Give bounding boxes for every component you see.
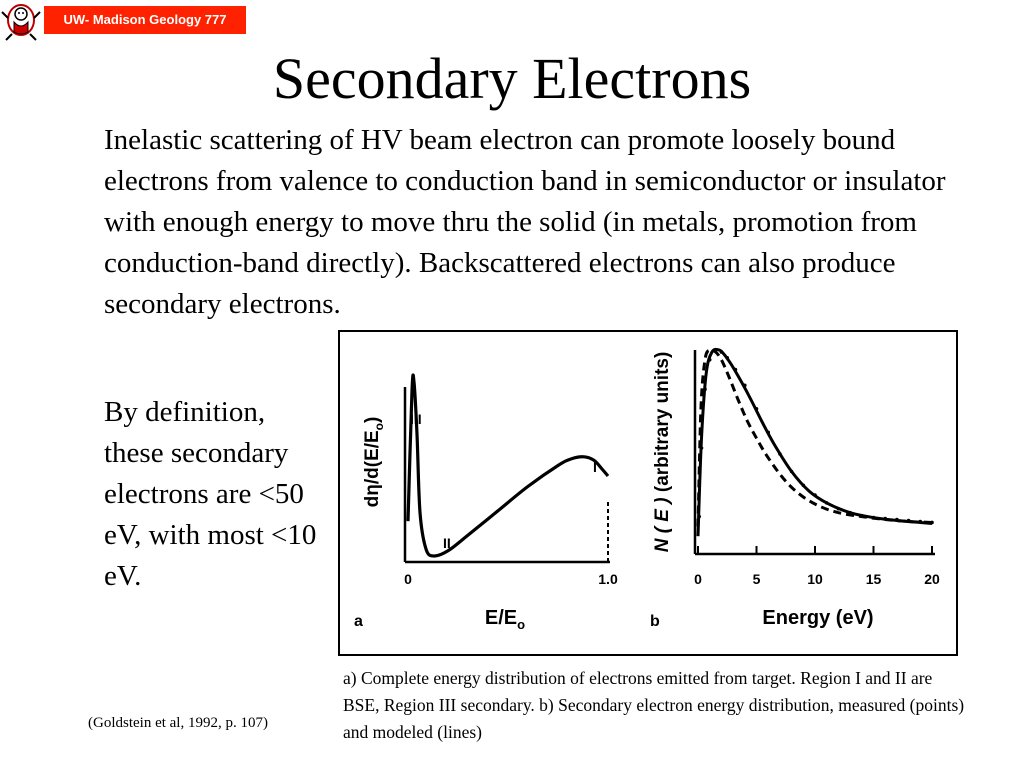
panel-b-measured-point	[743, 383, 747, 387]
panel-b-measured-point	[848, 511, 852, 515]
panel-b	[650, 348, 940, 630]
panel-b-measured-point	[883, 517, 887, 521]
panel-a-region-ii: II	[443, 535, 451, 551]
panel-b-measured-point	[720, 350, 724, 354]
panel-b-label: b	[650, 613, 660, 630]
panel-b-measured-point	[700, 446, 704, 450]
panel-a-label: a	[354, 613, 363, 630]
panel-b-measured-point	[825, 501, 829, 505]
panel-b-x-tick-label: 5	[752, 571, 761, 587]
panel-a-x-tick-label: 0	[404, 571, 412, 587]
panel-a	[354, 375, 618, 632]
course-badge: UW- Madison Geology 777	[44, 6, 246, 34]
panel-a-x-label-sub: o	[517, 617, 526, 632]
panel-b-y-label-n: N ( E )	[652, 497, 673, 553]
panel-a-x-tick-label: 1.0	[598, 571, 618, 587]
panel-b-x-tick-label: 0	[694, 571, 702, 587]
panel-b-x-tick-label: 10	[807, 571, 823, 587]
slide-title: Secondary Electrons	[272, 46, 752, 111]
panel-a-y-label-sub: o	[372, 422, 386, 431]
panel-b-x-tick-label: 20	[924, 571, 940, 587]
panel-b-modeled-solid	[698, 349, 932, 536]
panel-b-measured-point	[755, 407, 759, 411]
figure-panel	[338, 330, 958, 656]
panel-b-measured-point	[802, 483, 806, 487]
panel-b-measured-point	[708, 358, 712, 362]
panel-b-x-label: Energy (eV)	[762, 607, 874, 629]
badger-logo-icon	[0, 0, 42, 42]
panel-b-measured-point	[860, 514, 864, 518]
body-paragraph: Inelastic scattering of HV beam electron can promote loosely bound electrons from valence to conduction band in semiconductor or insulator with enough energy to move thru the solid (in metals, promotion from conduction-band directly). Backscattered electrons can also produce secondary electrons.	[104, 124, 946, 320]
panel-b-x-tick-label: 15	[865, 571, 882, 587]
panel-b-measured-point	[790, 470, 794, 474]
panel-b-measured-point	[895, 518, 899, 522]
panel-b-measured-point	[725, 356, 729, 360]
panel-b-measured-point	[919, 520, 923, 524]
panel-b-measured-point	[766, 431, 770, 435]
panel-b-measured-point	[703, 387, 707, 391]
panel-a-curve	[408, 375, 608, 556]
panel-b-measured-point	[697, 515, 701, 519]
panel-b-modeled-dashed	[698, 350, 932, 527]
panel-b-y-label: N ( E ) (arbitrary units)	[652, 351, 673, 553]
panel-b-measured-point	[734, 368, 738, 372]
panel-b-measured-point	[714, 348, 718, 352]
panel-b-measured-point	[813, 493, 817, 497]
energy-distribution-figure	[340, 332, 960, 658]
panel-b-measured-point	[930, 521, 934, 525]
figure-caption: a) Complete energy distribution of electrons emitted from target. Region I and II are BSE, Region III secondary. b) Secondary electron energy distribution, measured (points) and modeled (lines)	[343, 668, 965, 742]
panel-a-region-iii: III	[410, 411, 422, 427]
definition-paragraph: By definition, these secondary electrons are <50 eV, with most <10 eV.	[104, 396, 317, 592]
panel-a-x-label: $E/E_o$	[484, 607, 526, 632]
panel-a-y-label: $d\eta/d(E/E_o)$	[362, 416, 386, 508]
panel-b-measured-point	[837, 507, 841, 511]
citation: (Goldstein et al, 1992, p. 107)	[88, 715, 268, 731]
panel-b-measured-point	[907, 519, 911, 523]
panel-b-measured-point	[778, 452, 782, 456]
panel-b-measured-point	[872, 516, 876, 520]
panel-a-region-i: I	[593, 459, 597, 475]
